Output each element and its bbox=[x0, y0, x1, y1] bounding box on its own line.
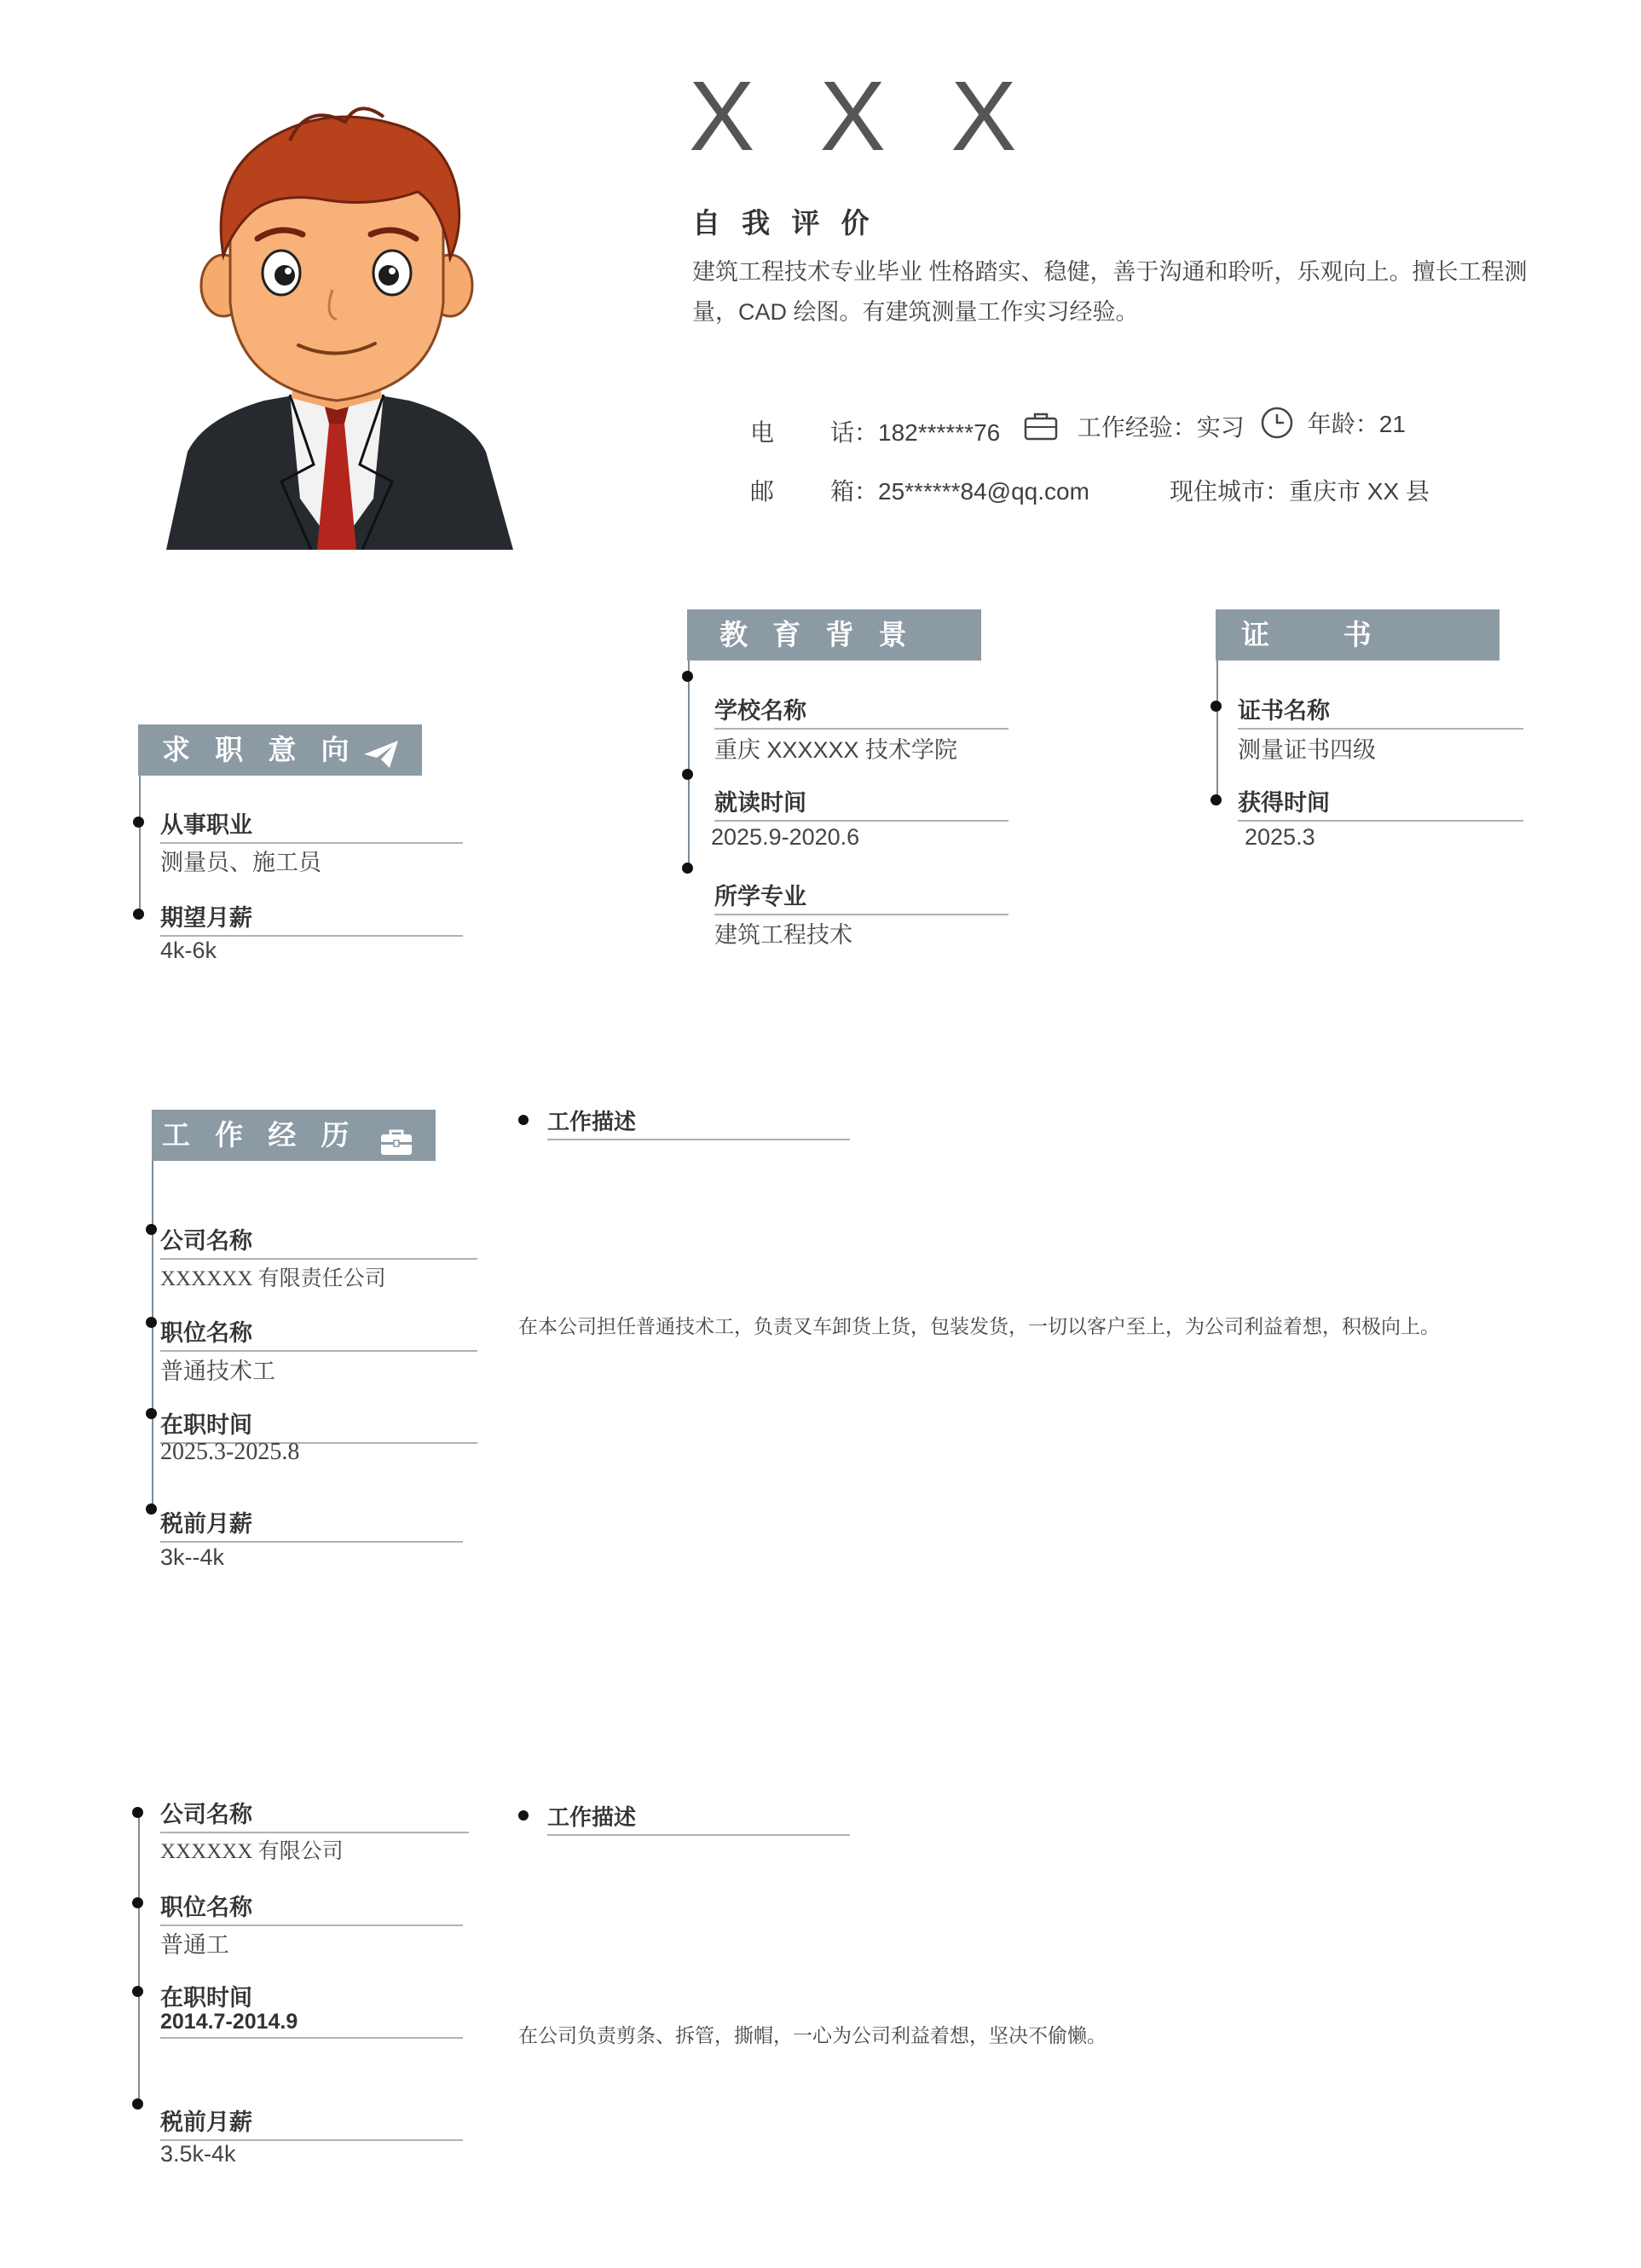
email-value: 箱：25******84@qq.com bbox=[830, 478, 1089, 505]
timeline-dot bbox=[132, 2098, 143, 2109]
education-timeline bbox=[688, 661, 690, 869]
age-value: 年龄：21 bbox=[1307, 411, 1406, 437]
phone-label: 电 bbox=[750, 419, 775, 446]
contact-email bbox=[750, 473, 1089, 507]
self-eval-title: 自 我 评 价 bbox=[692, 207, 876, 239]
field-value: 测量员、施工员 bbox=[160, 850, 321, 875]
field-label: 获得时间 bbox=[1238, 784, 1523, 822]
timeline-dot bbox=[682, 671, 693, 682]
field-value: 3.5k-4k bbox=[160, 2141, 236, 2167]
field-value: 重庆 XXXXXX 技术学院 bbox=[714, 737, 958, 763]
job-description: 在公司负责剪条、拆管，撕帽，一心为公司利益着想，坚决不偷懒。 bbox=[518, 2025, 1107, 2046]
field-label: 税前月薪 bbox=[160, 1505, 463, 1543]
self-eval-text: 建筑工程技术专业毕业 性格踏实、稳健，善于沟通和聆听，乐观向上。擅长工程测量，CAD 绘图。有建筑测量工作实习经验。 bbox=[692, 259, 1528, 325]
field-value: 测量证书四级 bbox=[1238, 737, 1376, 763]
paper-plane-icon bbox=[362, 735, 400, 786]
field-value: XXXXXX 有限责任公司 bbox=[160, 1267, 386, 1290]
certificates-header bbox=[1216, 609, 1499, 661]
contact-city bbox=[1170, 473, 1430, 507]
work-timeline-2 bbox=[138, 1811, 140, 2109]
field-value: 4k-6k bbox=[160, 938, 217, 963]
field-value: 2014.7-2014.9 bbox=[160, 2010, 463, 2039]
field-label: 在职时间 bbox=[160, 1406, 477, 1444]
briefcase-outline-icon bbox=[1023, 411, 1059, 447]
desc-bullet bbox=[518, 1810, 529, 1821]
field-label: 公司名称 bbox=[160, 1222, 477, 1260]
field-value: 3k--4k bbox=[160, 1544, 225, 1570]
candidate-name: X X X bbox=[689, 61, 1036, 171]
field-value: 建筑工程技术 bbox=[714, 922, 852, 948]
education-title: 教 育 背 景 bbox=[719, 619, 916, 650]
field-value: 2025.3-2025.8 bbox=[160, 1439, 300, 1465]
field-value: 2025.9-2020.6 bbox=[711, 824, 860, 850]
field-value: XXXXXX 有限公司 bbox=[160, 1840, 344, 1863]
timeline-dot bbox=[133, 909, 144, 920]
job-intent-title: 求 职 意 向 bbox=[162, 734, 358, 765]
timeline-dot bbox=[132, 1897, 143, 1908]
timeline-dot bbox=[132, 1986, 143, 1997]
field-label: 从事职业 bbox=[160, 806, 463, 844]
field-value: 普通技术工 bbox=[160, 1359, 275, 1384]
timeline-dot bbox=[1211, 701, 1222, 712]
field-label: 就读时间 bbox=[714, 784, 1008, 822]
timeline-dot bbox=[682, 863, 693, 874]
field-label: 所学专业 bbox=[714, 878, 1008, 915]
contact-age bbox=[1260, 406, 1406, 446]
timeline-dot bbox=[146, 1317, 157, 1328]
timeline-dot bbox=[146, 1224, 157, 1235]
field-label: 职位名称 bbox=[160, 1314, 477, 1352]
work-header bbox=[152, 1110, 436, 1161]
contact-phone bbox=[750, 414, 1000, 448]
email-label: 邮 bbox=[750, 478, 775, 505]
timeline-dot bbox=[132, 1807, 143, 1818]
field-label: 期望月薪 bbox=[160, 899, 463, 937]
work-title: 工 作 经 历 bbox=[162, 1119, 358, 1151]
clock-icon bbox=[1260, 406, 1294, 446]
certificates-timeline bbox=[1216, 661, 1218, 805]
certificates-title: 证 书 bbox=[1241, 619, 1380, 650]
phone-value: 话：182******76 bbox=[830, 419, 1001, 446]
desc-bullet bbox=[518, 1115, 529, 1125]
timeline-dot bbox=[146, 1408, 157, 1419]
experience-value: 工作经验：实习 bbox=[1077, 414, 1245, 441]
work-timeline-1 bbox=[152, 1161, 153, 1506]
field-label: 职位名称 bbox=[160, 1889, 463, 1926]
field-label: 证书名称 bbox=[1238, 692, 1523, 730]
field-value: 2025.3 bbox=[1245, 824, 1315, 850]
education-header bbox=[687, 609, 981, 661]
timeline-dot bbox=[1211, 794, 1222, 805]
city-value: 现住城市：重庆市 XX 县 bbox=[1170, 478, 1430, 505]
timeline-dot bbox=[682, 769, 693, 780]
field-label: 公司名称 bbox=[160, 1796, 469, 1833]
briefcase-icon bbox=[379, 1122, 413, 1173]
timeline-dot bbox=[133, 817, 144, 828]
field-label: 税前月薪 bbox=[160, 2104, 463, 2141]
avatar bbox=[162, 107, 520, 550]
timeline-dot bbox=[146, 1503, 157, 1515]
field-label: 学校名称 bbox=[714, 692, 1008, 730]
field-label: 在职时间 bbox=[160, 1985, 252, 2011]
job-intent-header bbox=[138, 724, 422, 776]
field-value: 普通工 bbox=[160, 1932, 229, 1958]
desc-title: 工作描述 bbox=[547, 1800, 850, 1836]
job-intent-timeline bbox=[139, 776, 141, 916]
desc-title: 工作描述 bbox=[547, 1105, 850, 1140]
contact-experience bbox=[1023, 409, 1245, 447]
job-description: 在本公司担任普通技术工，负责叉车卸货上货，包装发货，一切以客户至上，为公司利益着想，积极向上。 bbox=[518, 1316, 1440, 1337]
